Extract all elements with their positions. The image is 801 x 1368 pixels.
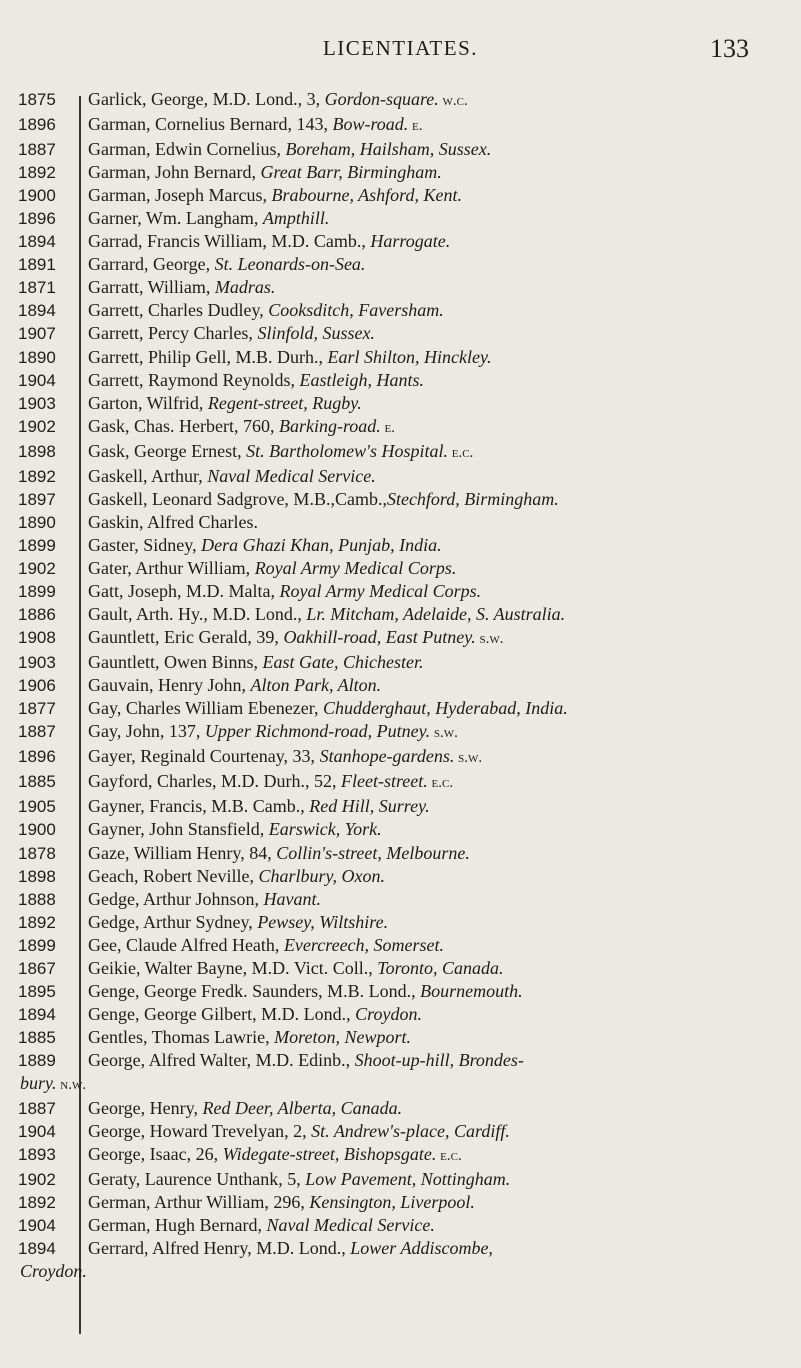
entry-postal-district: e. [380,419,396,436]
entry-name: George, Henry, [88,1098,203,1119]
licentiate-list [0,88,801,1283]
entry-address: Stanhope-gardens. [319,746,455,767]
entry-year: 1900 [18,820,56,840]
entry-text [0,888,801,911]
list-item [0,1168,801,1191]
entry-postal-district: s.w. [475,631,504,648]
entry-text [0,113,801,138]
entry-address-continued: Croydon. [20,1261,87,1282]
entry-text [0,795,801,818]
list-item [0,440,801,465]
entry-year: 1899 [18,535,56,555]
entry-address: Ampthill. [262,208,330,229]
list-item [0,770,801,795]
entry-name: Gaskell, Leonard Sadgrove, M.B.,Camb., [88,488,387,509]
list-item [0,253,801,276]
entry-text [0,911,801,934]
list-item [0,138,801,161]
entry-name: Gault, Arth. Hy., M.D. Lond., [88,604,307,625]
entry-address: Low Pavement, Nottingham. [305,1169,511,1190]
entry-text [0,1120,801,1143]
entry-year: 1892 [18,163,56,183]
entry-address: Great Barr, Birmingham. [260,162,442,183]
list-item [0,745,801,770]
list-item [0,580,801,603]
entry-text [0,770,801,795]
list-item [0,626,801,651]
entry-year: 1899 [18,935,56,955]
entry-year: 1902 [18,1170,56,1190]
entry-year: 1890 [18,512,56,532]
entry-year: 1896 [18,209,56,229]
entry-address: Naval Medical Service. [207,465,376,486]
entry-text [0,207,801,230]
entry-text [0,322,801,345]
entry-text [0,1143,801,1168]
entry-year: 1867 [18,958,56,978]
entry-name: Garman, John Bernard, [88,162,261,183]
entry-text [0,392,801,415]
entry-text [0,299,801,322]
list-item [0,322,801,345]
entry-address: Red Hill, Surrey. [309,796,430,817]
entry-address: East Gate, Chichester. [262,652,424,673]
entry-year: 1885 [18,1027,56,1047]
list-item [0,369,801,392]
entry-text [0,511,801,534]
list-item [0,818,801,841]
list-item [0,980,801,1003]
entry-text [0,865,801,888]
page-title: LICENTIATES. [322,36,479,60]
entry-year: 1877 [18,699,56,719]
entry-name: Gauntlett, Owen Binns, [88,652,263,673]
entry-year: 1888 [18,889,56,909]
entry-address: Regent-street, Rugby. [207,392,362,413]
entry-name: George, Alfred Walter, M.D. Edinb., [88,1049,355,1070]
entry-text [0,697,801,720]
entry-year: 1906 [18,676,56,696]
entry-name: Gask, Chas. Herbert, 760, [88,415,279,436]
entry-address: Royal Army Medical Corps. [254,557,457,578]
entry-name: Gauvain, Henry John, [88,675,251,696]
list-item [0,697,801,720]
entry-year: 1894 [18,301,56,321]
entry-year: 1887 [18,1099,56,1119]
list-item [0,488,801,511]
entry-text [0,720,801,745]
entry-address: Upper Richmond-road, Putney. [204,721,431,742]
entry-text [0,1026,801,1049]
entry-text [0,842,801,865]
entry-address: Pewsey, Wiltshire. [257,911,389,932]
entry-year: 1898 [18,866,56,886]
entry-address: Bow-road. [332,114,409,135]
entry-address: Earswick, York. [268,819,382,840]
entry-name: Garton, Wilfrid, [88,392,208,413]
list-item [0,534,801,557]
entry-name: Garratt, William, [88,277,215,298]
entry-year: 1904 [18,370,56,390]
entry-text [0,651,801,674]
list-item [0,651,801,674]
entry-name: Garrard, George, [88,254,215,275]
list-item [0,1049,801,1097]
entry-text [0,488,801,511]
entry-name: Garrett, Raymond Reynolds, [88,369,300,390]
list-item [0,795,801,818]
entry-year: 1892 [18,1193,56,1213]
entry-address: Barking-road. [278,415,381,436]
list-item [0,1191,801,1214]
entry-address: Gordon-square. [324,89,439,109]
entry-address: Moreton, Newport. [274,1026,411,1047]
entry-year: 1891 [18,255,56,275]
list-item [0,207,801,230]
entry-name: Gaster, Sidney, [88,534,202,555]
entry-name: Garrett, Charles Dudley, [88,300,269,321]
entry-text [0,161,801,184]
entry-year: 1871 [18,278,56,298]
entry-year: 1908 [18,628,56,648]
entry-year: 1899 [18,581,56,601]
list-item [0,865,801,888]
entry-text [0,603,801,626]
entry-text [0,980,801,1003]
list-item [0,415,801,440]
list-item [0,720,801,745]
entry-address: Lower Addiscombe, [350,1238,493,1259]
entry-address: Shoot-up-hill, Brondes- [354,1049,524,1070]
entry-address: Kensington, Liverpool. [309,1192,475,1213]
entry-text [0,138,801,161]
entry-address: Evercreech, Somerset. [283,934,445,955]
entry-address: Red Deer, Alberta, Canada. [202,1098,403,1119]
entry-year: 1902 [18,558,56,578]
entry-name: Gay, John, 137, [88,721,205,742]
entry-address: Collin's-street, Melbourne. [276,842,470,863]
page-number: 133 [710,34,749,63]
entry-name: Geikie, Walter Bayne, M.D. Vict. Coll., [88,957,378,978]
list-item [0,888,801,911]
entry-year: 1905 [18,797,56,817]
entry-name: Gayner, Francis, M.B. Camb., [88,796,310,817]
page-header [0,0,801,70]
entry-year: 1903 [18,393,56,413]
entry-continuation [0,1072,801,1097]
entry-text [0,1168,801,1191]
entry-text [0,1214,801,1237]
entry-name: Garman, Joseph Marcus, [88,185,272,206]
entry-name: Gayner, John Stansfield, [88,819,269,840]
entry-name: Gentles, Thomas Lawrie, [88,1026,275,1047]
entry-year: 1897 [18,489,56,509]
list-item [0,511,801,534]
entry-address: Madras. [214,277,276,298]
entry-name: Garman, Cornelius Bernard, 143, [88,114,333,135]
list-item [0,88,801,113]
list-item [0,674,801,697]
entry-name: Garman, Edwin Cornelius, [88,139,286,160]
entry-text [0,745,801,770]
entry-year: 1892 [18,466,56,486]
entry-address: Havant. [263,888,321,909]
entry-text [0,346,801,369]
entry-text [0,580,801,603]
entry-address: Naval Medical Service. [266,1215,435,1236]
entry-address: Royal Army Medical Corps. [279,580,482,601]
list-item [0,346,801,369]
entry-address: Harrogate. [370,231,451,252]
entry-name: Gerrard, Alfred Henry, M.D. Lond., [88,1238,351,1259]
entry-text [0,674,801,697]
list-item [0,1097,801,1120]
list-item [0,911,801,934]
entry-year: 1894 [18,1239,56,1259]
entry-name: Genge, George Gilbert, M.D. Lond., [88,1003,356,1024]
entry-year: 1894 [18,1004,56,1024]
entry-postal-district: e. [408,118,423,135]
entry-address: Boreham, Hailsham, Sussex. [285,139,492,160]
entry-name: Garrett, Philip Gell, M.B. Durh., [88,346,328,367]
entry-name: Garlick, George, M.D. Lond., 3, [88,89,325,109]
entry-name: Genge, George Fredk. Saunders, M.B. Lond., [88,980,421,1001]
entry-year: 1890 [18,347,56,367]
entry-address: Bournemouth. [420,980,523,1001]
entry-continuation [0,1260,801,1283]
entry-year: 1898 [18,441,56,461]
entry-address: Alton Park, Alton. [250,675,382,696]
entry-text [0,253,801,276]
list-item [0,1026,801,1049]
entry-address: Cooksditch, Faversham. [268,300,444,321]
list-item [0,299,801,322]
list-item [0,276,801,299]
entry-text [0,1003,801,1026]
entry-year: 1902 [18,416,56,436]
entry-postal-district: e.c. [436,1148,462,1165]
entry-name: George, Howard Trevelyan, 2, [88,1121,312,1142]
entry-address: Toronto, Canada. [377,957,504,978]
entry-year: 1886 [18,605,56,625]
entry-text [0,1049,801,1072]
entry-address: Oakhill-road, East Putney. [283,627,476,648]
entry-name: Gayford, Charles, M.D. Durh., 52, [88,771,341,792]
list-item [0,603,801,626]
list-item [0,184,801,207]
entry-year: 1885 [18,772,56,792]
entry-name: German, Hugh Bernard, [88,1215,267,1236]
entry-name: Gay, Charles William Ebenezer, [88,698,323,719]
entry-year: 1893 [18,1145,56,1165]
entry-address: Slinfold, Sussex. [257,323,375,344]
entry-year: 1904 [18,1122,56,1142]
entry-name: Gedge, Arthur Johnson, [88,888,264,909]
entry-text [0,88,801,113]
entry-name: Gayer, Reginald Courtenay, 33, [88,746,320,767]
entry-name: Gaze, William Henry, 84, [88,842,277,863]
entry-text [0,818,801,841]
entry-address: St. Bartholomew's Hospital. [246,440,448,461]
entry-text [0,957,801,980]
entry-address: Brabourne, Ashford, Kent. [271,185,462,206]
entry-text [0,184,801,207]
entry-name: Gaskin, Alfred Charles. [88,511,258,532]
entry-postal-district: s.w. [430,725,458,742]
entry-text [0,276,801,299]
entry-year: 1895 [18,981,56,1001]
list-item [0,113,801,138]
list-item [0,230,801,253]
entry-text [0,465,801,488]
list-item [0,557,801,580]
entry-name: Gaskell, Arthur, [88,465,208,486]
entry-text [0,626,801,651]
entry-address: Dera Ghazi Khan, Punjab, India. [201,534,442,555]
entry-address: Eastleigh, Hants. [299,369,424,390]
entry-address: Widegate-street, Bishopsgate. [222,1144,437,1165]
entry-year: 1896 [18,115,56,135]
list-item [0,957,801,980]
entry-year: 1904 [18,1216,56,1236]
entry-year: 1887 [18,722,56,742]
entry-year: 1907 [18,324,56,344]
entry-postal-district: e.c. [427,775,454,792]
entry-name: George, Isaac, 26, [88,1144,223,1165]
list-item [0,1237,801,1283]
entry-address: Lr. Mitcham, Adelaide, S. Australia. [306,604,566,625]
entry-name: Gask, George Ernest, [88,440,247,461]
entry-address: Earl Shilton, Hinckley. [327,346,492,367]
entry-year: 1875 [18,90,56,109]
entry-address: Charlbury, Oxon. [258,865,385,886]
entry-name: Gee, Claude Alfred Heath, [88,934,284,955]
entry-text [0,1097,801,1120]
entry-postal-district: e.c. [447,444,474,461]
entry-name: Garner, Wm. Langham, [88,208,263,229]
entry-postal-district: s.w. [454,750,483,767]
entry-postal-district: w.c. [438,93,468,109]
entry-text [0,415,801,440]
entry-name: Garrad, Francis William, M.D. Camb., [88,231,371,252]
entry-text [0,1237,801,1260]
list-item [0,465,801,488]
entry-name: Geach, Robert Neville, [88,865,259,886]
entry-name: Gauntlett, Eric Gerald, 39, [88,627,284,648]
list-item [0,934,801,957]
entry-text [0,1191,801,1214]
entry-year: 1903 [18,653,56,673]
entry-year: 1900 [18,186,56,206]
list-item [0,1214,801,1237]
entry-name: Gater, Arthur William, [88,557,255,578]
entry-text [0,369,801,392]
entry-year: 1878 [18,843,56,863]
entry-name: Gatt, Joseph, M.D. Malta, [88,580,280,601]
list-item [0,1143,801,1168]
entry-year: 1892 [18,912,56,932]
entry-text [0,230,801,253]
entry-name: Garrett, Percy Charles, [88,323,258,344]
entry-text [0,440,801,465]
entry-name: German, Arthur William, 296, [88,1192,310,1213]
entry-address-continued: bury. [20,1072,57,1093]
entry-address: St. Andrew's-place, Cardiff. [311,1121,510,1142]
entry-text [0,934,801,957]
list-item [0,1120,801,1143]
list-item [0,392,801,415]
entry-year: 1896 [18,747,56,767]
entry-year: 1894 [18,232,56,252]
entry-year: 1887 [18,140,56,160]
entry-address: Fleet-street. [340,771,428,792]
list-item [0,161,801,184]
entry-address: Croydon. [355,1003,422,1024]
entry-text [0,534,801,557]
entry-address: Chudderghaut, Hyderabad, India. [322,698,568,719]
list-item [0,1003,801,1026]
list-item [0,842,801,865]
entry-postal-district: n.w. [56,1076,87,1093]
entry-name: Geraty, Laurence Unthank, 5, [88,1169,306,1190]
entry-year: 1889 [18,1050,56,1070]
entry-name: Gedge, Arthur Sydney, [88,911,258,932]
entry-address: Stechford, Birmingham. [386,488,559,509]
entry-text [0,557,801,580]
entry-address: St. Leonards-on-Sea. [214,254,366,275]
